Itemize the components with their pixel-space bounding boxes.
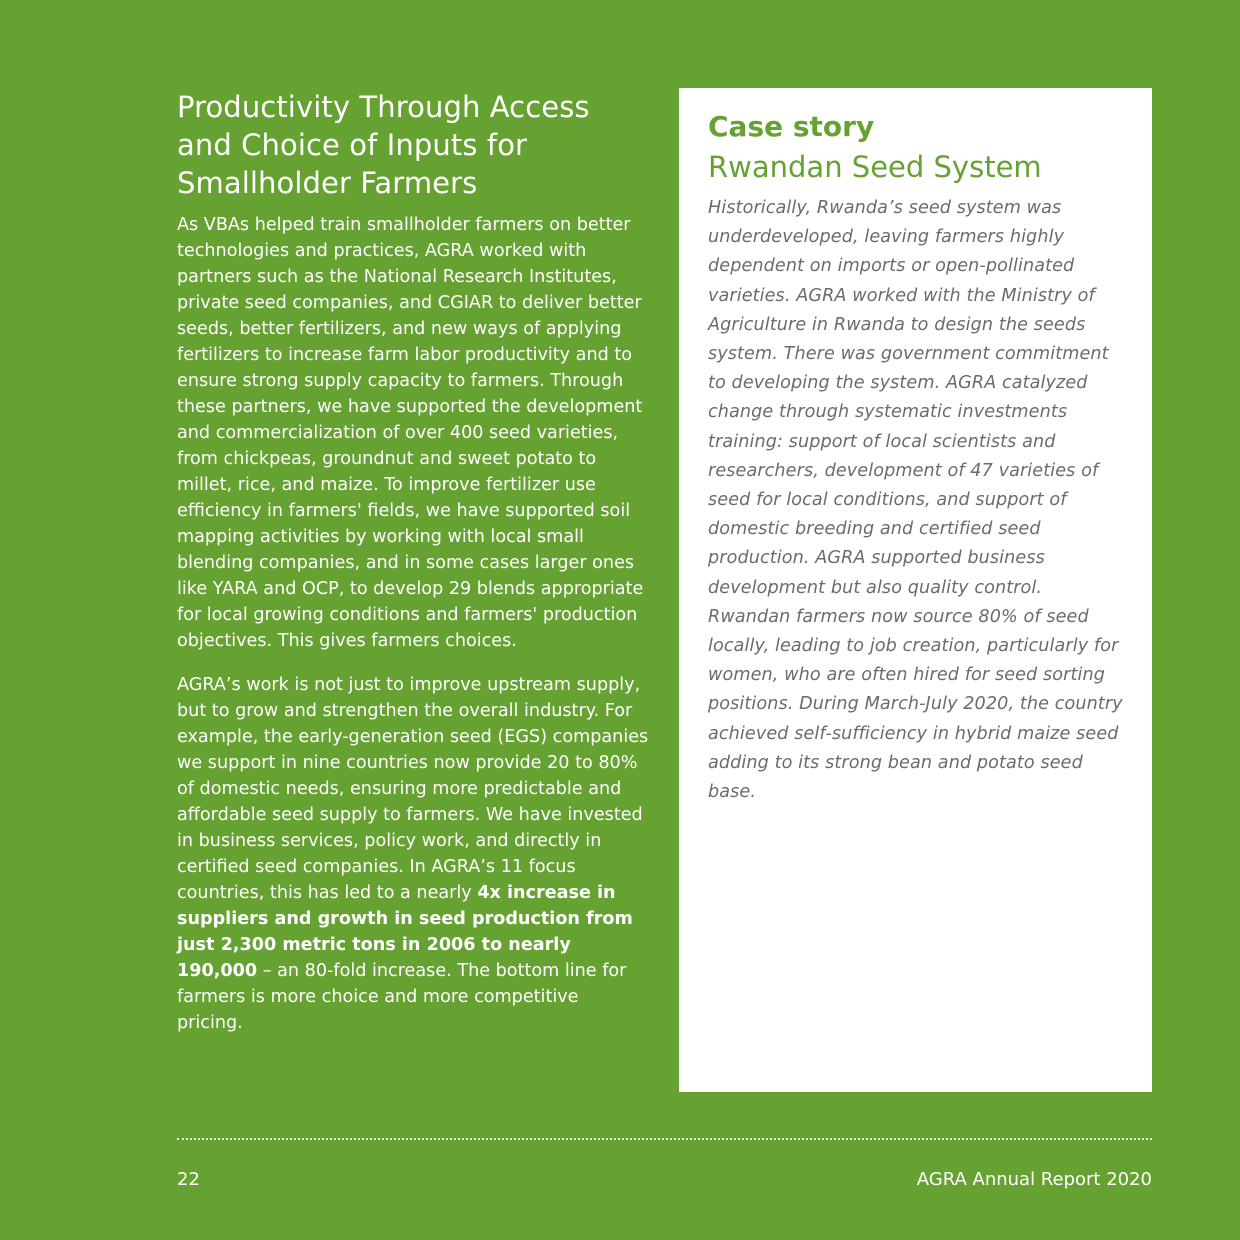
case-story-label: Case story <box>708 110 875 143</box>
case-story-box <box>679 88 1152 1092</box>
paragraph-2-highlight: 4x increase in suppliers and growth in seed production from just 2,300 metric tons in 2006 to nearly 190,000 <box>177 883 633 981</box>
case-story-title: Rwandan Seed System <box>708 150 1042 184</box>
article-title: Productivity Through Access and Choice of Inputs for Smallholder Farmers <box>177 90 590 200</box>
footer-divider <box>177 1138 1152 1140</box>
article-paragraph-1: As VBAs helped train smallholder farmers on better technologies and practices, AGRA worked with partners such as the National Research Institutes, private seed companies, and CGIAR to deliver better seeds, better fertilizers, and new ways of applying fertilizers to increase farm labor productivity and to ensure strong supply capacity to farmers. Through these partners, we have supported the development and commercialization of over 400 seed varieties, from chickpeas, groundnut and sweet potato to millet, rice, and maize. To improve fertilizer use efficiency in farmers' fields, we have supported soil mapping activities by working with local small blending companies, and in some cases larger ones like YARA and OCP, to develop 29 blends appropriate for local growing conditions and farmers' production objectives. This gives farmers choices. <box>177 215 644 651</box>
main-article <box>177 88 649 1036</box>
case-story-text: Historically, Rwanda’s seed system was underdeveloped, leaving farmers highly dependent on imports or open-pollinated varieties. AGRA worked with the Ministry of Agriculture in Rwanda to design the seeds system. There was government commitment to developing the system. AGRA catalyzed change through systematic investments training: support of local scientists and researchers, development of 47 varieties of seed for local conditions, and support of domestic breeding and certified seed production. AGRA supported business development but also quality control. Rwandan farmers now source 80% of seed locally, leading to job creation, particularly for women, who are often hired for seed sorting positions. During March-July 2020, the country achieved self-sufficiency in hybrid maize seed adding to its strong bean and potato seed base. <box>708 198 1123 803</box>
report-name: AGRA Annual Report 2020 <box>916 1169 1152 1190</box>
article-paragraph-2 <box>177 672 649 1036</box>
paragraph-2-tail: – an 80-fold increase. The bottom line for farmers is more choice and more competitive pricing. <box>177 961 627 1033</box>
paragraph-2-lead: AGRA’s work is not just to improve upstream supply, but to grow and strengthen the overall industry. For example, the early-generation seed (EGS) companies we support in nine countries now provide 20 to 80% of domestic needs, ensuring more predictable and affordable seed supply to farmers. We have invested in business services, policy work, and directly in certified seed companies. In AGRA’s 11 focus countries, this has led to a nearly <box>177 675 649 903</box>
page-number: 22 <box>177 1169 200 1190</box>
